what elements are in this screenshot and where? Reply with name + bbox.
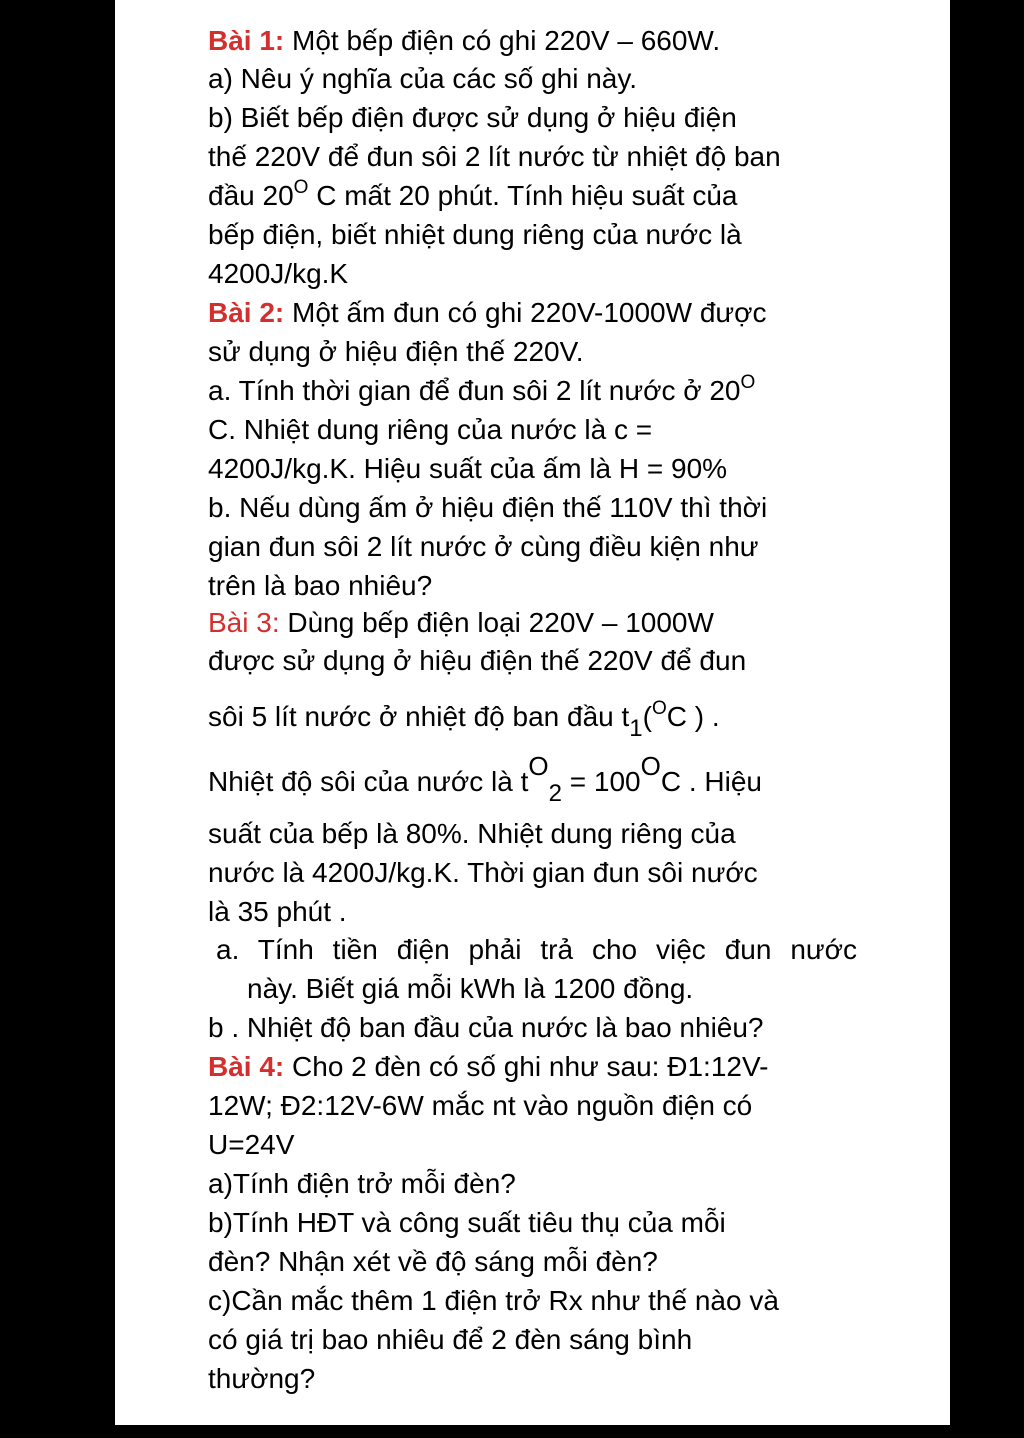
bai2-heading: Bài 2: — [208, 297, 285, 328]
bai2-part-b-line3: trên là bao nhiêu? — [208, 570, 433, 601]
bai1-part-b-line3 — [208, 178, 936, 218]
bai4-part-a: a)Tính điện trở mỗi đèn? — [208, 1168, 516, 1199]
bai2-part-b-line2: gian đun sôi 2 lít nước ở cùng điều kiện như — [208, 531, 759, 562]
bai3-line4-text: Nhiệt độ sôi của nước là t — [208, 766, 529, 797]
bai3-line3-end: C ) . — [666, 701, 720, 732]
bai4-part-b-line2: đèn? Nhận xét về độ sáng mỗi đèn? — [208, 1246, 658, 1277]
bai3-line6: nước là 4200J/kg.K. Thời gian đun sôi nước — [208, 857, 758, 888]
bai2-a1-text: a. Tính thời gian để đun sôi 2 lít nước ở 20 — [208, 375, 741, 406]
bai2-part-b-line1: b. Nếu dùng ấm ở hiệu điện thế 110V thì thời — [208, 492, 768, 523]
bai1-part-b-line1: b) Biết bếp điện được sử dụng ở hiệu điện — [208, 102, 737, 133]
degree-superscript: O — [740, 372, 756, 393]
bai1-title: Một bếp điện có ghi 220V – 660W. — [284, 25, 721, 56]
bai3-line4-end: C . Hiệu — [660, 766, 762, 797]
degree-superscript: O — [293, 177, 309, 198]
bai4-title-line — [208, 1049, 936, 1085]
degree-superscript: O — [528, 751, 549, 781]
bai1-part-a: a) Nêu ý nghĩa của các số ghi này. — [208, 63, 638, 94]
bai3-part-b: b . Nhiệt độ ban đầu của nước là bao nhiêu? — [208, 1012, 764, 1043]
bai1-b3-text-end: C mất 20 phút. Tính hiệu suất của — [308, 180, 738, 211]
bai3-title-line — [208, 605, 936, 641]
bai4-heading: Bài 4: — [208, 1051, 285, 1082]
bai3-line2: được sử dụng ở hiệu điện thế 220V để đun — [208, 645, 747, 676]
bai1-part-b-line5: 4200J/kg.K — [208, 258, 349, 289]
bai1-part-b-line2: thế 220V để đun sôi 2 lít nước từ nhiệt độ ban — [208, 141, 781, 172]
bai3-title: Dùng bếp điện loại 220V – 1000W — [279, 607, 714, 638]
subscript-2: 2 — [548, 780, 562, 807]
bai4-part-c-line1: c)Cần mắc thêm 1 điện trở Rx như thế nào và — [208, 1285, 779, 1316]
bai4-part-c-line2: có giá trị bao nhiêu để 2 đèn sáng bình — [208, 1324, 693, 1355]
bai3-line3-paren: ( — [642, 701, 652, 732]
bai3-line3-text: sôi 5 lít nước ở nhiệt độ ban đầu t — [208, 701, 630, 732]
subscript-1: 1 — [629, 715, 643, 742]
bai2-line2: sử dụng ở hiệu điện thế 220V. — [208, 336, 584, 367]
bai3-line3 — [208, 698, 936, 742]
bai3-line7: là 35 phút . — [208, 896, 347, 927]
bai1-title-line — [208, 23, 936, 59]
bai2-part-a-line2: C. Nhiệt dung riêng của nước là c = — [208, 414, 653, 445]
bai4-line2: 12W; Đ2:12V-6W mắc nt vào nguồn điện có — [208, 1090, 753, 1121]
bai1-b3-text: đầu 20 — [208, 180, 294, 211]
bai2-part-a-line3: 4200J/kg.K. Hiệu suất của ấm là H = 90% — [208, 453, 728, 484]
bai3-part-a-line1: a. Tính tiền điện phải trả cho việc đun nước — [216, 934, 857, 965]
document-page — [115, 0, 950, 1425]
bai1-heading: Bài 1: — [208, 25, 285, 56]
bai3-part-a-line2: này. Biết giá mỗi kWh là 1200 đồng. — [247, 973, 694, 1004]
bai4-part-b-line1: b)Tính HĐT và công suất tiêu thụ của mỗi — [208, 1207, 726, 1238]
bai2-title: Một ấm đun có ghi 220V-1000W được — [284, 297, 767, 328]
bai3-line4-equals: = 100 — [561, 766, 641, 797]
degree-superscript: O — [651, 698, 667, 719]
degree-superscript: O — [640, 751, 661, 781]
bai4-line3: U=24V — [208, 1129, 295, 1160]
bai1-part-b-line4: bếp điện, biết nhiệt dung riêng của nước là — [208, 219, 742, 250]
bai3-line5: suất của bếp là 80%. Nhiệt dung riêng của — [208, 818, 736, 849]
bai2-part-a-line1 — [208, 373, 936, 413]
bai3-heading: Bài 3: — [208, 607, 280, 638]
bai3-line4 — [208, 751, 936, 807]
bai2-title-line — [208, 295, 936, 331]
bai4-title: Cho 2 đèn có số ghi như sau: Đ1:12V- — [284, 1051, 769, 1082]
bai4-part-c-line3: thường? — [208, 1363, 316, 1394]
